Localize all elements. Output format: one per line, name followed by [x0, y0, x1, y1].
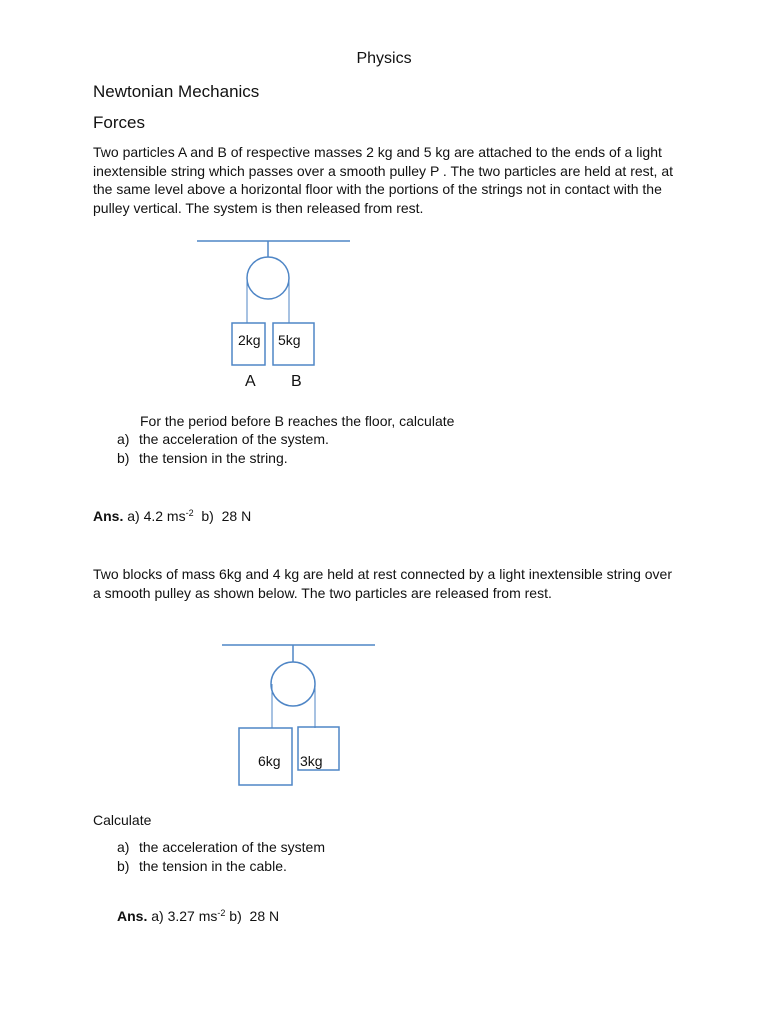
list-item-label: b) [117, 858, 130, 874]
answer-a-value: 4.2 ms [143, 508, 186, 524]
answer-a-label: a) [151, 908, 164, 924]
page-title: Physics [356, 50, 412, 67]
list-item [117, 449, 288, 468]
pulley-wheel [271, 662, 315, 706]
problem1-pulley-diagram [190, 232, 360, 397]
pulley-wheel [247, 257, 289, 299]
topic-heading: Forces [93, 113, 145, 132]
particle-a-label: A [245, 373, 256, 390]
answer-a-exponent: -2 [217, 908, 226, 918]
problem2-text: Two blocks of mass 6kg and 4 kg are held at rest connected by a light inextensible string over a smooth pulley as shown below. The two particles are released from rest. [93, 566, 672, 601]
list-item [117, 857, 287, 876]
answer-b-label: b) [229, 908, 242, 924]
list-item-label: a) [117, 839, 130, 855]
mass-right-label: 3kg [300, 753, 323, 769]
problem2-answer [117, 908, 279, 924]
particle-b-label: B [291, 373, 302, 390]
list-item-text: the tension in the cable. [139, 858, 287, 874]
list-item-text: the acceleration of the system. [139, 431, 329, 447]
answer-prefix: Ans. [93, 508, 124, 524]
mass-a-label: 2kg [238, 332, 261, 348]
list-item-label: b) [117, 450, 130, 466]
list-item [117, 430, 329, 449]
answer-a-exponent: -2 [185, 508, 194, 518]
answer-b-value: 28 N [221, 508, 252, 524]
problem1-text: Two particles A and B of respective masses 2 kg and 5 kg are attached to the ends of a light inextensible string which passes over a smooth pulley P . The two particles are held at rest, at the same level above a horizontal floor with the portions of the strings not in contact with the pulley vertical. The system is then released from rest. [93, 144, 674, 216]
mass-left-label: 6kg [258, 753, 281, 769]
list-item [117, 838, 325, 857]
answer-b-label: b) [201, 508, 214, 524]
list-item-label: a) [117, 431, 130, 447]
mass-b-label: 5kg [278, 332, 301, 348]
list-item-text: the tension in the string. [139, 450, 288, 466]
answer-prefix: Ans. [117, 908, 148, 924]
problem2-prompt: Calculate [93, 812, 152, 828]
problem2-pulley-diagram [215, 636, 385, 791]
subject-heading: Newtonian Mechanics [93, 82, 260, 101]
answer-a-label: a) [127, 508, 140, 524]
answer-a-value: 3.27 ms [167, 908, 218, 924]
list-item-text: the acceleration of the system [139, 839, 325, 855]
problem1-answer [93, 508, 251, 524]
problem1-prompt: For the period before B reaches the floor, calculate [140, 413, 455, 429]
answer-b-value: 28 N [249, 908, 280, 924]
